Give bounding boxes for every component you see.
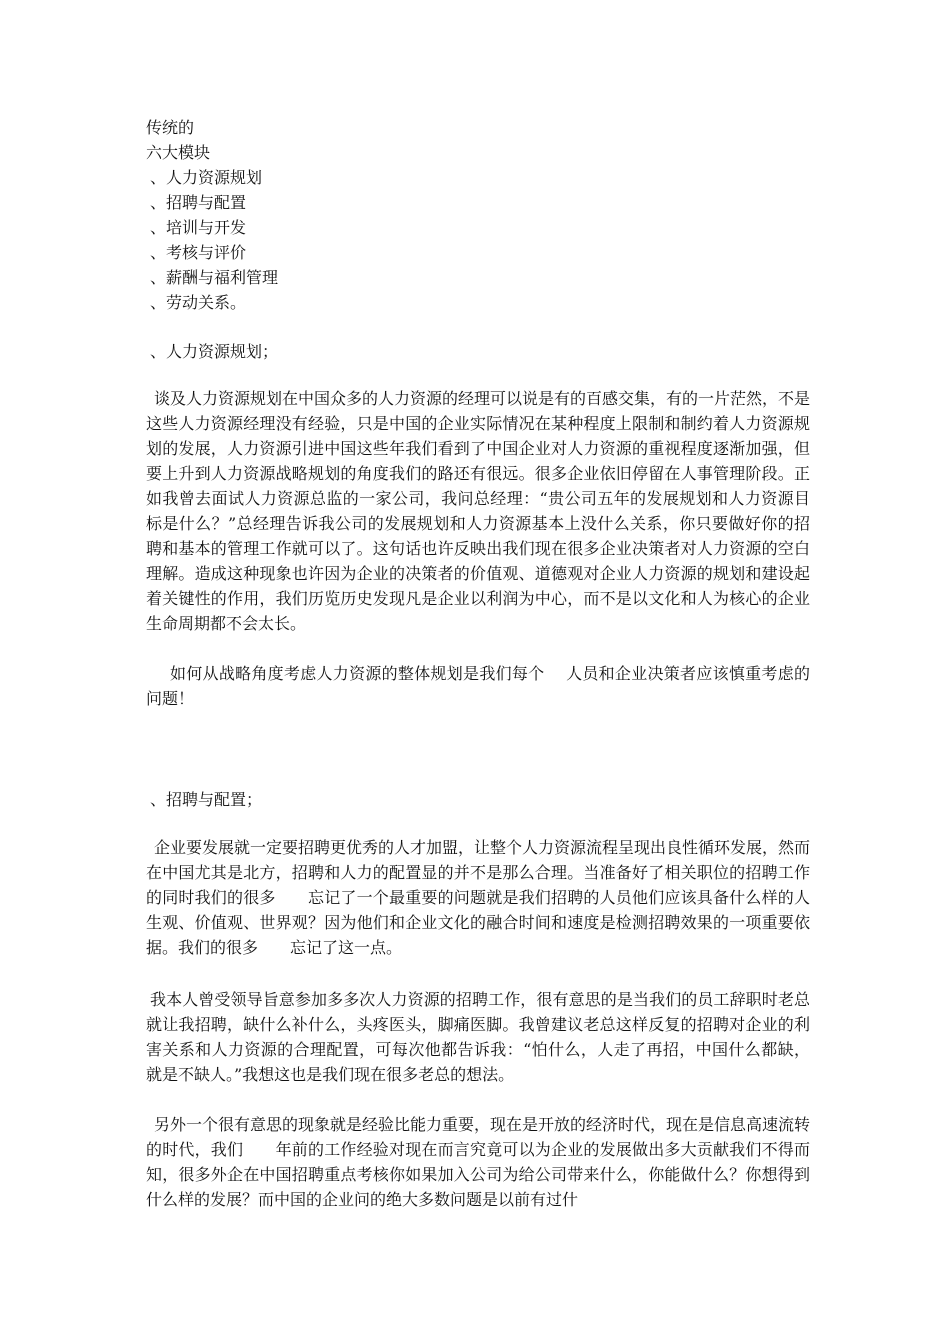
- module-item: 、薪酬与福利管理: [150, 268, 279, 287]
- section1-paragraph-1: 谈及人力资源规划在中国众多的人力资源的经理可以说是有的百感交集，有的一片茫然，不是这些人力资源经理没有经验，只是中国的企业实际情况在某种程度上限制和制约着人力资源规划的发展，人力资源引进中国这些年我们看到了中国企业对人力资源的重视程度逐渐加强，但要上升到人力资源战略规划的角度我们的路还有很远。很多企业依旧停留在人事管理阶段。正如我曾去面试人力资源总监的一家公司，我问总经理：“贵公司五年的发展规划和人力资源目标是什么？”总经理告诉我公司的发展规划和人力资源基本上没什么关系，你只要做好你的招聘和基本的管理工作就可以了。这句话也许反映出我们现在很多企业决策者对人力资源的空白理解。造成这种现象也许因为企业的决策者的价值观、道德观对企业人力资源的规划和建设起着关键性的作用，我们历览历史发现凡是企业以利润为中心，而不是以文化和人为核心的企业生命周期都不会太长。: [146, 389, 811, 633]
- section1-paragraph-2: 如何从战略角度考虑人力资源的整体规划是我们每个 人员和企业决策者应该慎重考虑的问题！: [146, 664, 810, 708]
- section2-heading-block: [146, 787, 810, 812]
- module-item: 、人力资源规划: [150, 168, 263, 187]
- section-heading: 、人力资源规划；: [150, 342, 279, 361]
- module-item: 、培训与开发: [150, 218, 247, 237]
- module-item: 、招聘与配置: [150, 193, 247, 212]
- section2-paragraph-3: 另外一个很有意思的现象就是经验比能力重要，现在是开放的经济时代，现在是信息高速流转的时代，我们 年前的工作经验对现在而言究竟可以为企业的发展做出多大贡献我们不得而知，很多外企在中国招聘重点考核你如果加入公司为给公司带来什么，你能做什么？你想得到什么样的发展？而中国的企业问的绝大多数问题是以前有过什: [146, 1115, 811, 1209]
- section-heading: 、招聘与配置；: [150, 790, 263, 809]
- section2-paragraph-2: 我本人曾受领导旨意参加多多次人力资源的招聘工作，很有意思的是当我们的员工辞职时老总就让我招聘，缺什么补什么，头疼医头，脚痛医脚。我曾建议老总这样反复的招聘对企业的利害关系和人力资源的合理配置，可每次他都告诉我：“怕什么，人走了再招，中国什么都缺，就是不缺人。”我想这也是我们现在很多老总的想法。: [146, 990, 810, 1084]
- module-item: 、考核与评价: [150, 243, 247, 262]
- section2-paragraph-1: 企业要发展就一定要招聘更优秀的人才加盟，让整个人力资源流程呈现出良性循环发展，然而在中国尤其是北方，招聘和人力的配置显的并不是那么合理。当准备好了相关职位的招聘工作的同时我们的很多 忘记了一个最重要的问题就是我们招聘的人员他们应该具备什么样的人生观、价值观、世界观？因为他们和企业文化的融合时间和速度是检测招聘效果的一项重要依据。我们的很多 忘记了这一点。: [146, 838, 811, 957]
- module-item: 、劳动关系。: [150, 293, 247, 312]
- section1-heading-block: [146, 339, 810, 364]
- intro-line-1: 传统的: [146, 118, 195, 137]
- intro-line-2: 六大模块: [146, 143, 211, 162]
- intro-block: [146, 115, 810, 315]
